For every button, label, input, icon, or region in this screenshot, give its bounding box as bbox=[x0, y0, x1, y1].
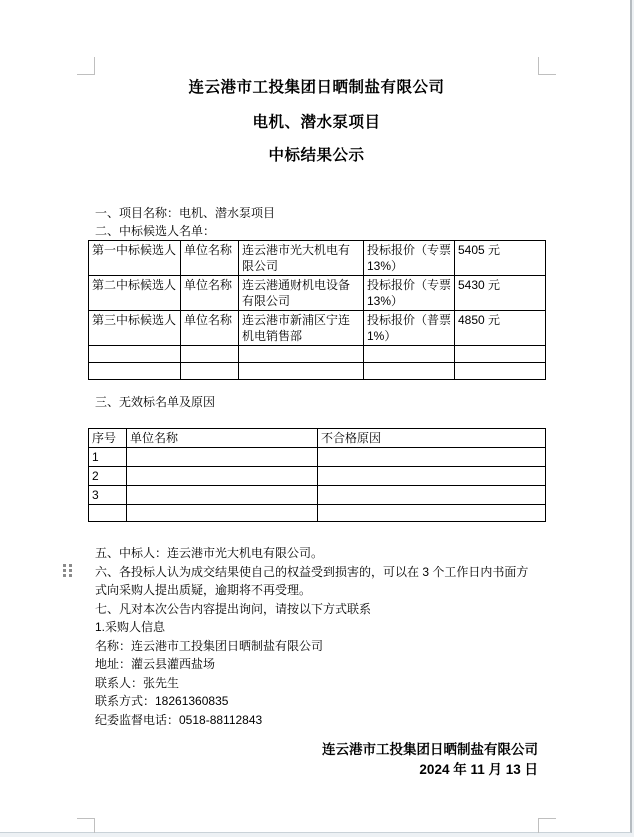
purchaser-contact: 联系人：张先生 bbox=[95, 675, 180, 690]
section-objection: 六、各投标人认为成交结果使自己的权益受到损害的，可以在 3 个工作日内书面方式向采购人提出质疑，逾期将不再受理。 bbox=[95, 564, 529, 597]
empty-cell bbox=[318, 448, 546, 467]
row-index: 3 bbox=[89, 486, 127, 505]
table-row bbox=[89, 448, 546, 467]
empty-cell bbox=[364, 346, 455, 363]
purchaser-address: 地址：灌云县灌西盐场 bbox=[95, 657, 216, 671]
empty-cell bbox=[127, 486, 318, 505]
section-contact-heading: 七、凡对本次公告内容提出询问，请按以下方式联系 bbox=[95, 601, 372, 616]
unit-name-value: 连云港通财机电设备有限公司 bbox=[239, 276, 364, 311]
closing-paragraphs bbox=[95, 544, 538, 729]
empty-cell bbox=[127, 448, 318, 467]
unit-name-label: 单位名称 bbox=[181, 241, 239, 276]
unit-name-label: 单位名称 bbox=[181, 276, 239, 311]
unit-name-label: 单位名称 bbox=[181, 311, 239, 346]
signature-company: 连云港市工投集团日晒制盐有限公司 bbox=[322, 742, 538, 757]
col-header-reason: 不合格原因 bbox=[318, 429, 546, 448]
empty-cell bbox=[89, 505, 127, 522]
purchaser-info-heading: 1.采购人信息 bbox=[95, 620, 166, 634]
table-row bbox=[89, 241, 546, 276]
section-invalid-heading: 三、无效标名单及原因 bbox=[95, 395, 216, 409]
section-winner: 五、中标人：连云港市光大机电有限公司。 bbox=[95, 546, 324, 560]
candidate-rank: 第一中标候选人 bbox=[89, 241, 181, 276]
crop-mark-top-left bbox=[77, 57, 95, 75]
empty-cell bbox=[127, 505, 318, 522]
doc-title-announcement: 中标结果公示 bbox=[268, 147, 365, 164]
drag-handle-icon[interactable] bbox=[61, 563, 73, 578]
empty-cell bbox=[318, 505, 546, 522]
table-row bbox=[89, 467, 546, 486]
table-row-empty bbox=[89, 505, 546, 522]
col-header-unit-name: 单位名称 bbox=[127, 429, 318, 448]
empty-cell bbox=[239, 363, 364, 380]
row-index: 2 bbox=[89, 467, 127, 486]
table-row bbox=[89, 486, 546, 505]
empty-cell bbox=[318, 467, 546, 486]
signature-block bbox=[95, 740, 538, 780]
bid-price-label: 投标报价（普票1%） bbox=[364, 311, 455, 346]
crop-mark-top-right bbox=[538, 57, 556, 75]
empty-cell bbox=[364, 363, 455, 380]
crop-mark-bottom-right bbox=[538, 818, 556, 833]
empty-cell bbox=[239, 346, 364, 363]
empty-cell bbox=[181, 346, 239, 363]
table-row bbox=[89, 311, 546, 346]
purchaser-phone: 联系方式：18261360835 bbox=[95, 694, 229, 708]
doc-title-project: 电机、潜水泵项目 bbox=[252, 114, 381, 131]
bid-price-value: 4850 元 bbox=[455, 311, 546, 346]
empty-cell bbox=[318, 486, 546, 505]
empty-cell bbox=[181, 363, 239, 380]
col-header-index: 序号 bbox=[89, 429, 127, 448]
empty-cell bbox=[127, 467, 318, 486]
table-row-empty bbox=[89, 363, 546, 380]
empty-cell bbox=[455, 346, 546, 363]
purchaser-name: 名称：连云港市工投集团日晒制盐有限公司 bbox=[95, 638, 324, 653]
candidate-rank: 第三中标候选人 bbox=[89, 311, 181, 346]
crop-mark-bottom-left bbox=[77, 818, 95, 833]
unit-name-value: 连云港市光大机电有限公司 bbox=[239, 241, 364, 276]
empty-cell bbox=[89, 363, 181, 380]
supervision-phone: 纪委监督电话：0518-88112843 bbox=[95, 712, 263, 727]
table-header-row bbox=[89, 429, 546, 448]
empty-cell bbox=[455, 363, 546, 380]
section-project-name: 一、项目名称：电机、潜水泵项目 bbox=[95, 206, 276, 220]
signature-date: 2024 年 11 月 13 日 bbox=[419, 762, 538, 777]
empty-cell bbox=[89, 346, 181, 363]
unit-name-value: 连云港市新浦区宁连机电销售部 bbox=[239, 311, 364, 346]
bid-price-value: 5405 元 bbox=[455, 241, 546, 276]
candidate-rank: 第二中标候选人 bbox=[89, 276, 181, 311]
section-candidates-heading: 二、中标候选人名单： bbox=[95, 224, 216, 238]
table-row bbox=[89, 276, 546, 311]
bid-price-value: 5430 元 bbox=[455, 276, 546, 311]
bid-price-label: 投标报价（专票13%） bbox=[364, 241, 455, 276]
invalid-bids-table bbox=[88, 428, 546, 522]
doc-title-company: 连云港市工投集团日晒制盐有限公司 bbox=[188, 79, 445, 96]
table-row-empty bbox=[89, 346, 546, 363]
candidates-table bbox=[88, 240, 546, 380]
row-index: 1 bbox=[89, 448, 127, 467]
bid-price-label: 投标报价（专票13%） bbox=[364, 276, 455, 311]
